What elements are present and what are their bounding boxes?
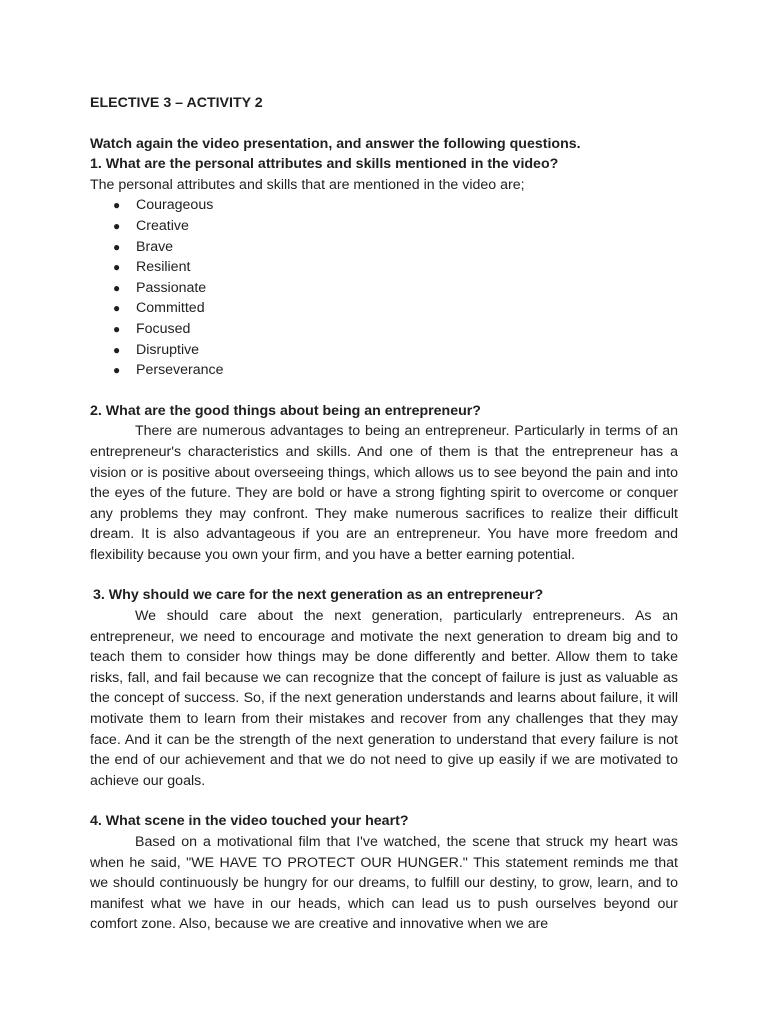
- question-3: 3. Why should we care for the next generation as an entrepreneur?: [93, 587, 544, 604]
- list-item-label: Focused: [136, 320, 191, 337]
- list-item-label: Disruptive: [136, 341, 200, 358]
- bullet-icon: ●: [113, 260, 121, 275]
- list-item-label: Resilient: [136, 259, 191, 276]
- answer-2: There are numerous advantages to being an entrepreneur. Particularly in terms of an entrepreneur's characteristics and skills. And one of them is that the entrepreneur has a vision or is positive about overseeing things, which allows us to see beyond the pain and into the eyes of the future. They are bold or have a strong fighting spirit to overcome or conquer any problems they may confront. They make numerous sacrifices to realize their difficult dream. It is also advantageous if you are an entrepreneur. You have more freedom and flexibility because you own your firm, and you have a better earning potential.: [90, 423, 678, 563]
- list-item-label: Courageous: [136, 197, 214, 214]
- document-page: [90, 93, 678, 935]
- document-title: ELECTIVE 3 – ACTIVITY 2: [90, 95, 263, 111]
- list-item: [90, 195, 678, 216]
- attributes-list: [90, 195, 678, 380]
- question-4: 4. What scene in the video touched your heart?: [90, 813, 409, 830]
- bullet-icon: ●: [113, 342, 121, 357]
- list-item: [90, 278, 678, 299]
- list-item-label: Passionate: [136, 279, 207, 296]
- list-item: [90, 340, 678, 361]
- spacer: [90, 791, 678, 811]
- list-item: [90, 257, 678, 278]
- question-1-intro: The personal attributes and skills that are mentioned in the video are;: [90, 176, 525, 193]
- list-item: [90, 237, 678, 258]
- answer-3: We should care about the next generation, particularly entrepreneurs. As an entrepreneur, we need to encourage and motivate the next generation to dream big and to teach them to consider how things may be done differently and better. Allow them to take risks, fall, and fail because we can recognize that the concept of failure is just as valuable as the concept of success. So, if the next generation understands and learns about failure, it will motivate them to learn from their mistakes and recover from any challenges that they may face. And it can be the strength of the next generation to understand that every failure is not the end of our achievement and that we do not need to give up easily if we are motivated to achieve our goals.: [90, 608, 678, 789]
- bullet-icon: ●: [113, 198, 121, 213]
- list-item-label: Creative: [136, 217, 189, 234]
- list-item: [90, 360, 678, 381]
- bullet-icon: ●: [113, 280, 121, 295]
- list-item-label: Brave: [136, 238, 174, 255]
- instruction-text: Watch again the video presentation, and answer the following questions.: [90, 135, 581, 152]
- list-item-label: Perseverance: [136, 362, 224, 379]
- question-2: 2. What are the good things about being an entrepreneur?: [90, 402, 481, 419]
- list-item-label: Committed: [136, 300, 205, 317]
- spacer: [90, 381, 678, 401]
- list-item: [90, 298, 678, 319]
- list-item: [90, 216, 678, 237]
- bullet-icon: ●: [113, 218, 121, 233]
- answer-4: Based on a motivational film that I've watched, the scene that struck my heart was when he said, "WE HAVE TO PROTECT OUR HUNGER." This statement reminds me that we should continuously be hungry for our dreams, to fulfill our destiny, to grow, learn, and to manifest what we have in our heads, which can lead us to push ourselves beyond our comfort zone. Also, because we are creative and innovative when we are: [90, 834, 678, 933]
- question-1: 1. What are the personal attributes and skills mentioned in the video?: [90, 156, 559, 173]
- bullet-icon: ●: [113, 321, 121, 336]
- bullet-icon: ●: [113, 363, 121, 378]
- list-item: [90, 319, 678, 340]
- bullet-icon: ●: [113, 301, 121, 316]
- bullet-icon: ●: [113, 239, 121, 254]
- spacer: [90, 565, 678, 585]
